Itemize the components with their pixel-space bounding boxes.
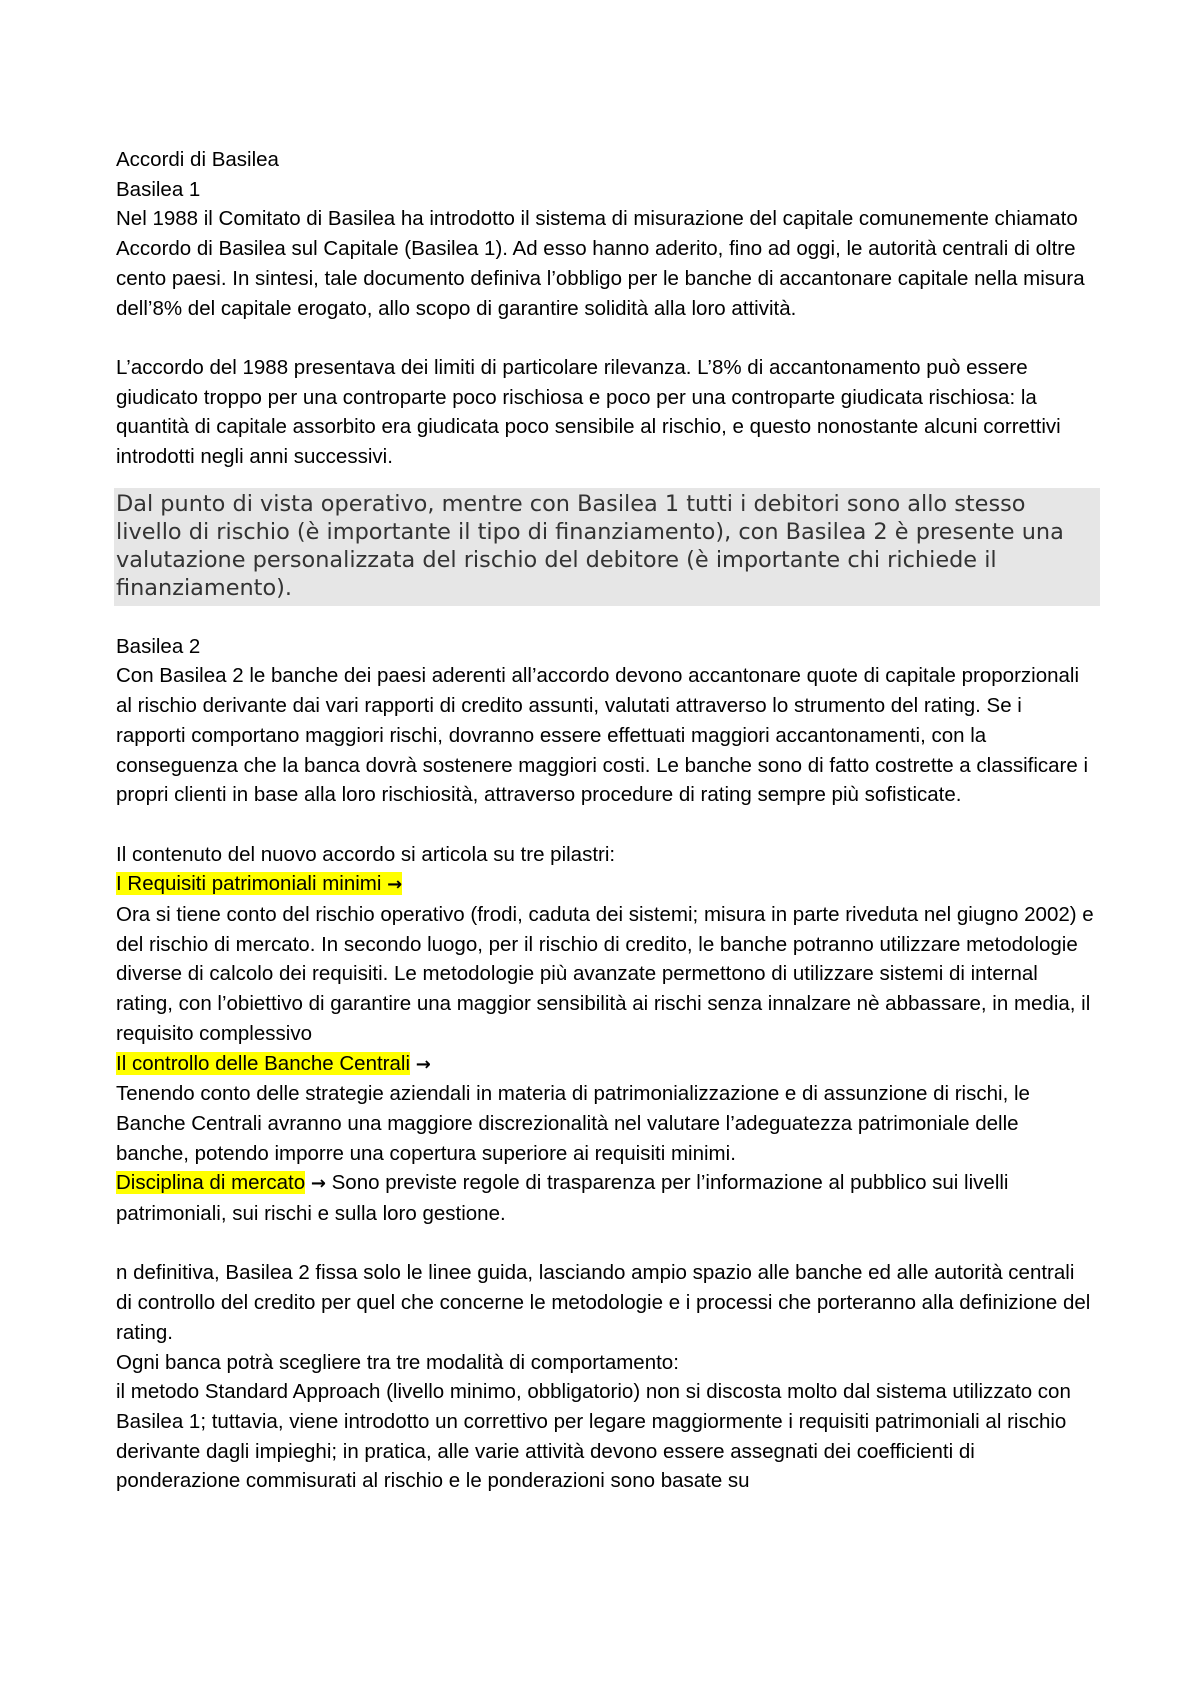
pillar-1-heading <box>116 869 1096 900</box>
pillar-3-text: Sono previste regole di trasparenza per l’informazione al pubblico sui livelli patrimoniali, sui rischi e sulla loro gestione. <box>116 1171 1009 1226</box>
pillar-3-label: Disciplina di mercato <box>116 1171 306 1195</box>
paragraph-modalities-intro: Ogni banca potrà scegliere tra tre modalità di comportamento: <box>116 1350 679 1374</box>
arrow-right-icon: → <box>310 1173 326 1195</box>
arrow-right-icon: → <box>415 1053 431 1075</box>
pillar-2-label: Il controllo delle Banche Centrali <box>116 1051 410 1075</box>
section-heading-basilea-1: Basilea 1 <box>116 177 201 201</box>
callout-box: Dal punto di vista operativo, mentre con Basilea 1 tutti i debitori sono allo stesso livello di rischio (è importante il tipo di finanziamento), con Basilea 2 è presente una valutazione personalizzata del rischio del debitore (è importante chi richiede il finanziamento). <box>114 488 1100 606</box>
arrow-right-icon: → <box>387 874 403 896</box>
document-title: Accordi di Basilea <box>116 148 279 171</box>
pillar-2-text: Tenendo conto delle strategie aziendali in materia di patrimonializzazione e di assunzione di rischi, le Banche Centrali avranno una maggiore discrezionalità nel valutare l’adeguatezza patrimoniale delle banche, potendo imporre una copertura superiore ai requisiti minimi. <box>116 1082 1030 1165</box>
pillar-2-heading <box>116 1049 1096 1080</box>
document-body <box>116 145 1096 1496</box>
section-heading-basilea-2: Basilea 2 <box>116 634 201 658</box>
paragraph-conclusion: n definitiva, Basilea 2 fissa solo le linee guida, lasciando ampio spazio alle banche ed alle autorità centrali di controllo del credito per quel che concerne le metodologie e i processi che porteranno alla definizione del rating. <box>116 1261 1091 1344</box>
paragraph-basilea-1-intro: Nel 1988 il Comitato di Basilea ha introdotto il sistema di misurazione del capitale comunemente chiamato Accordo di Basilea sul Capitale (Basilea 1). Ad esso hanno aderito, fino ad oggi, le autorità centrali di oltre cento paesi. In sintesi, tale documento definiva l’obbligo per le banche di accantonare capitale nella misura dell’8% del capitale erogato, allo scopo di garantire solidità alla loro attività. <box>116 207 1085 320</box>
paragraph-standard-approach: il metodo Standard Approach (livello minimo, obbligatorio) non si discosta molto dal sistema utilizzato con Basilea 1; tuttavia, viene introdotto un correttivo per legare maggiormente i requisiti patrimoniali al rischio derivante dagli impieghi; in pratica, alle varie attività devono essere assegnati dei coefficienti di ponderazione commisurati al rischio e le ponderazioni sono basate su <box>116 1380 1071 1493</box>
pillar-3-paragraph <box>116 1168 1096 1228</box>
pillar-1-label: I Requisiti patrimoniali minimi → <box>116 872 403 896</box>
paragraph-basilea-2-intro: Con Basilea 2 le banche dei paesi aderenti all’accordo devono accantonare quote di capitale proporzionali al rischio derivante dai vari rapporti di credito assunti, valutati attraverso lo strumento del rating. Se i rapporti comportano maggiori rischi, dovranno essere effettuati maggiori accantonamenti, con la conseguenza che la banca dovrà sostenere maggiori costi. Le banche sono di fatto costrette a classificare i propri clienti in base alla loro rischiosità, attraverso procedure di rating sempre più sofisticate. <box>116 664 1089 807</box>
pillar-1-text: Ora si tiene conto del rischio operativo (frodi, caduta dei sistemi; misura in parte riveduta nel giugno 2002) e del rischio di mercato. In secondo luogo, per il rischio di credito, le banche potranno utilizzare metodologie diverse di calcolo dei requisiti. Le metodologie più avanzate permettono di utilizzare sistemi di internal rating, con l’obiettivo di garantire una maggior sensibilità ai rischi senza innalzare nè abbassare, in media, il requisito complessivo <box>116 903 1094 1045</box>
paragraph-pillars-intro: Il contenuto del nuovo accordo si articola su tre pilastri: <box>116 842 616 866</box>
paragraph-basilea-1-limits: L’accordo del 1988 presentava dei limiti di particolare rilevanza. L’8% di accantonamento può essere giudicato troppo per una controparte poco rischiosa e poco per una controparte giudicata rischiosa: la quantità di capitale assorbito era giudicata poco sensibile al rischio, e questo nonostante alcuni correttivi introdotti negli anni successivi. <box>116 355 1061 469</box>
